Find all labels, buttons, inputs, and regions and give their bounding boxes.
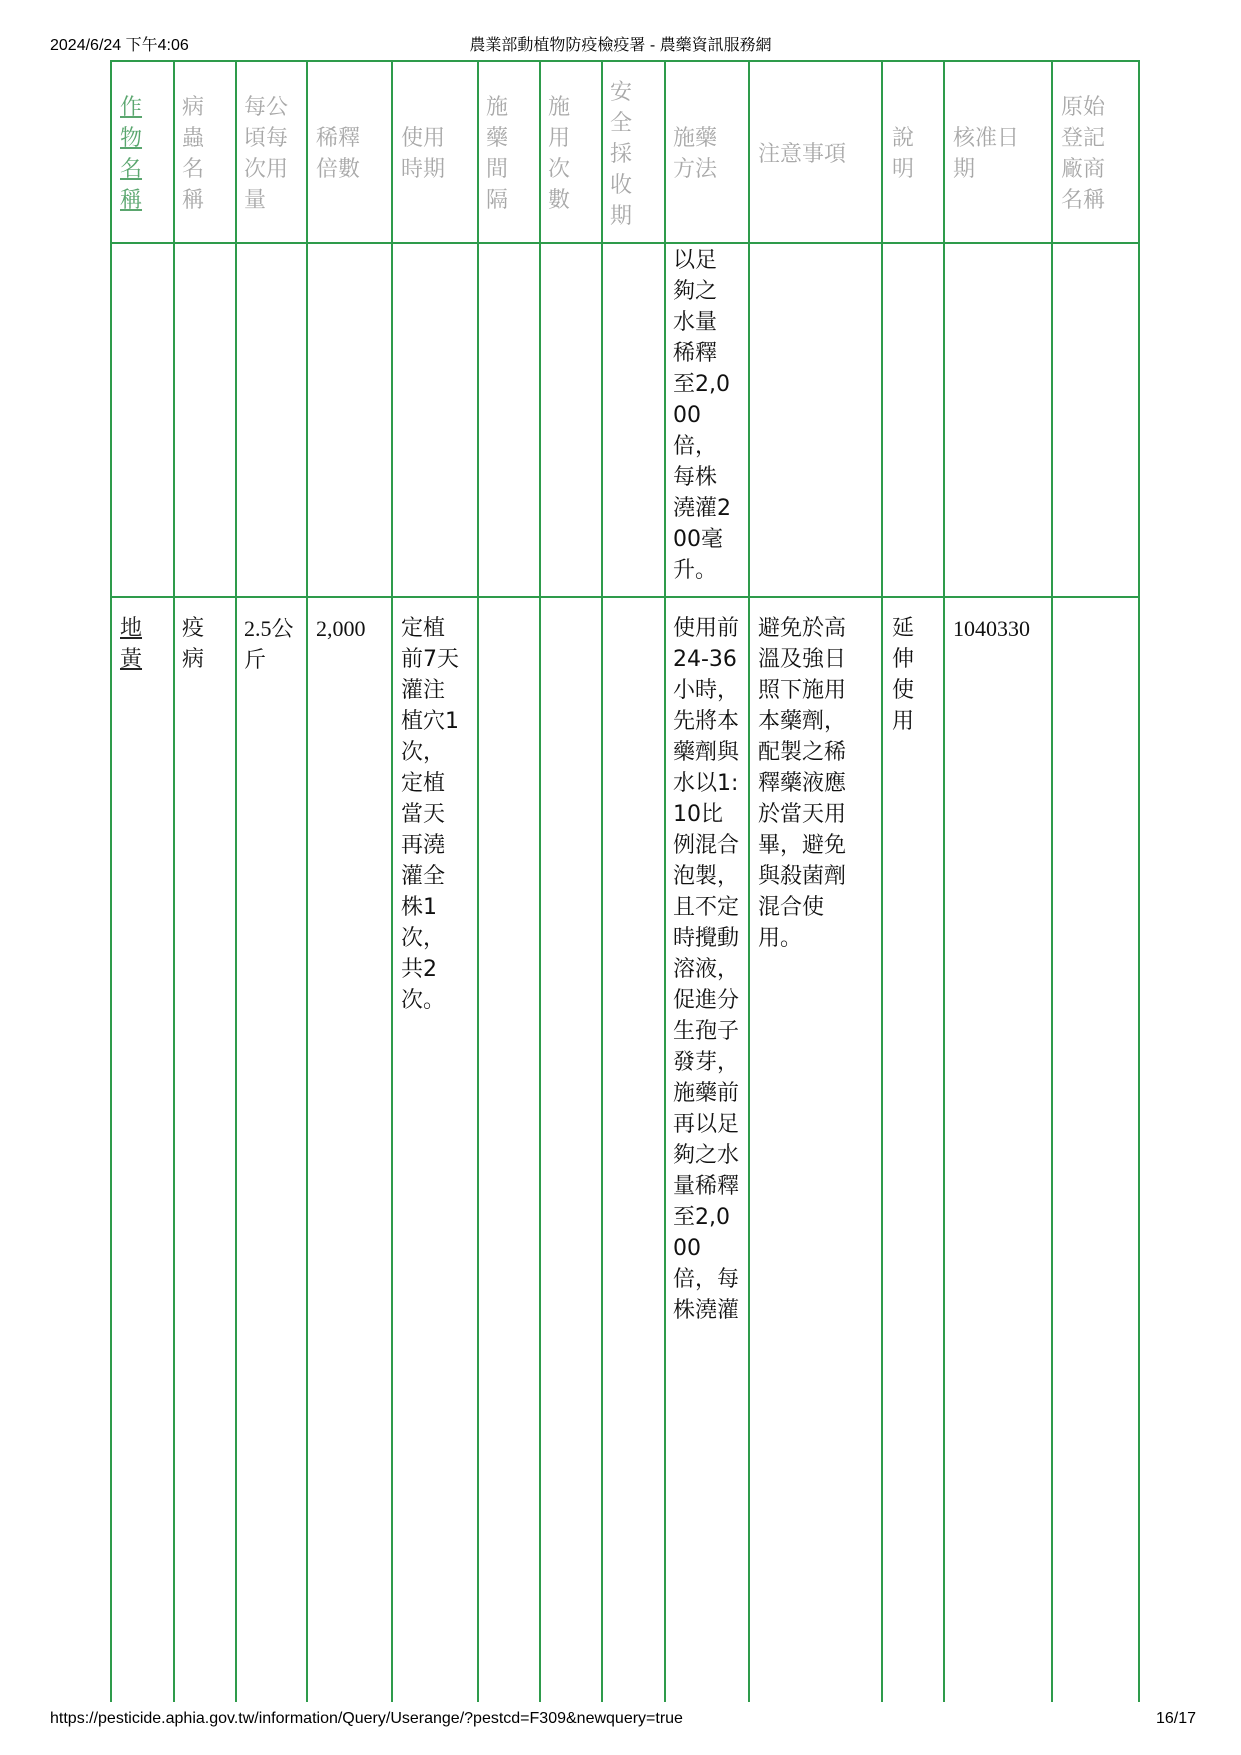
- column-header-interval: 施藥間隔: [486, 95, 509, 213]
- column-header-registrant: 原始登記廠商名稱: [1061, 95, 1106, 213]
- page-url: https://pesticide.aphia.gov.tw/information/Query/Userange/?pestcd=F309&newquery=true: [50, 1710, 683, 1727]
- site-title: 農業部動植物防疫檢疫署 - 農藥資訊服務網: [469, 37, 772, 54]
- column-header-dose: 每公頃每次用量: [244, 95, 289, 213]
- method-cell: 以足夠之水量稀釋至2,000倍，每株澆灌200毫升。: [673, 248, 731, 583]
- column-header-timing: 使用時期: [401, 126, 446, 182]
- print-datetime: 2024/6/24 下午4:06: [50, 37, 189, 54]
- timing-cell: 定植前7天灌注植穴1次，定植當天再澆灌全株1次，共2次。: [401, 616, 459, 1013]
- column-header-crop[interactable]: 作物名稱: [120, 95, 143, 213]
- crop-link[interactable]: 地黃: [120, 616, 143, 672]
- method-cell: 使用前24-36小時，先將本藥劑與水以1:10比例混合泡製，且不定時攪動溶液，促進分生孢子發芽，施藥前再以足夠之水量稀釋至2,000倍，每株澆灌: [673, 616, 740, 1323]
- column-header-dilution: 稀釋倍數: [316, 126, 361, 182]
- column-header-method: 施藥方法: [673, 126, 718, 182]
- column-header-remark: 說明: [892, 126, 915, 182]
- pest-cell: 疫病: [182, 616, 205, 672]
- page-number: 16/17: [1155, 1710, 1196, 1727]
- column-header-notes: 注意事項: [758, 142, 847, 167]
- dose-cell: 2.5公斤: [244, 616, 294, 672]
- column-header-pest: 病蟲名稱: [182, 95, 205, 213]
- dilution-cell: 2,000: [316, 616, 366, 641]
- notes-cell: 避免於高溫及強日照下施用本藥劑，配製之稀釋藥液應於當天用畢，避免與殺菌劑混合使用。: [758, 616, 847, 951]
- approved-date-cell: 1040330: [953, 616, 1030, 641]
- column-header-phi: 安全採收期: [610, 80, 633, 229]
- remark-cell: 延伸使用: [892, 616, 915, 734]
- column-header-approved-date: 核准日期: [953, 126, 1020, 182]
- column-header-times: 施用次數: [548, 95, 571, 213]
